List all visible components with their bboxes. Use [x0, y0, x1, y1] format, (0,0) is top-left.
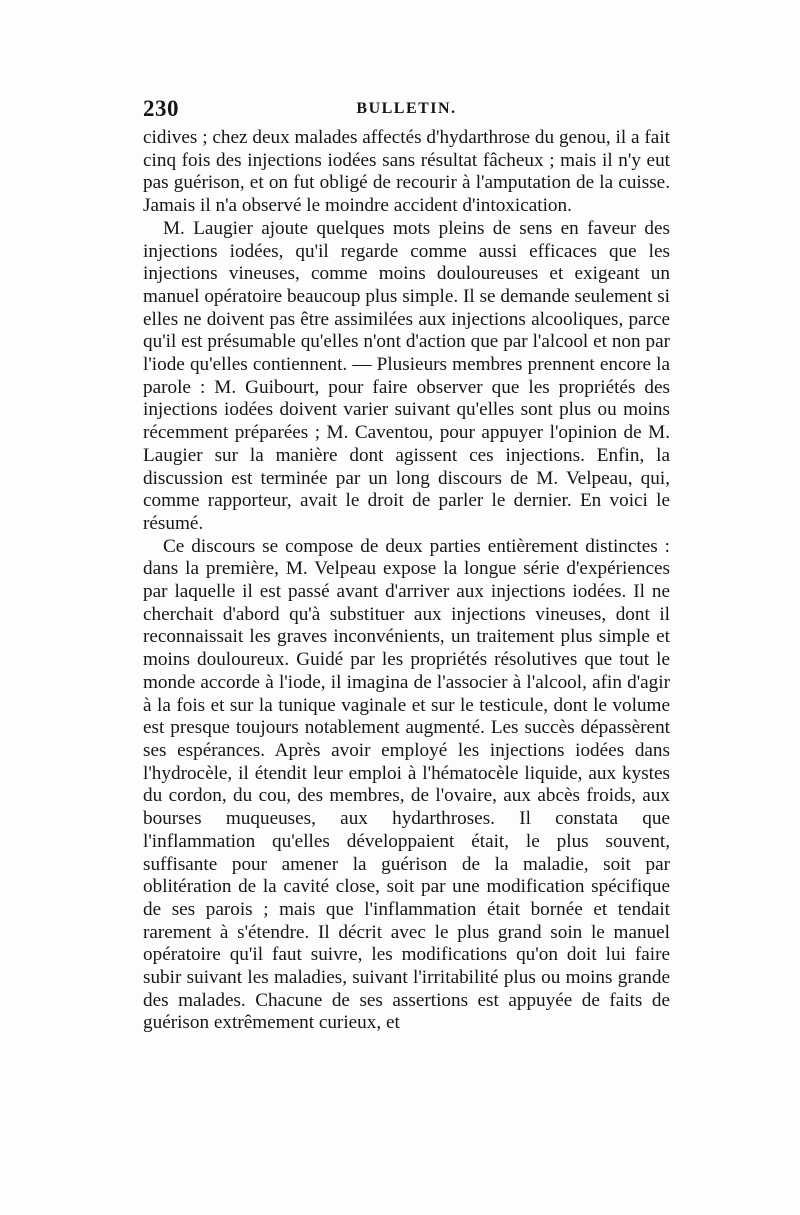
body-text	[143, 127, 670, 1035]
paragraph-continuation: cidives ; chez deux malades affectés d'hydarthrose du genou, il a fait cinq fois des injections iodées sans résultat fâcheux ; mais il n'y eut pas guérison, et on fut obligé de recourir à l'amputation de la cuisse. Jamais il n'a observé le moindre accident d'intoxication.	[143, 127, 670, 217]
running-head: BULLETIN.	[356, 100, 457, 117]
page-header	[143, 96, 670, 122]
paragraph-velpeau: Ce discours se compose de deux parties entièrement distinctes : dans la première, M. Velpeau expose la longue série d'expériences par laquelle il est passé avant d'arriver aux injections iodées. Il ne cherchait d'abord qu'à substituer aux injections vineuses, dont il reconnaissait les graves inconvénients, un traitement plus simple et moins douloureux. Guidé par les propriétés résolutives que tout le monde accorde à l'iode, il imagina de l'associer à l'alcool, afin d'agir à la fois et sur la tunique vaginale et sur le testicule, dont le volume est presque toujours notablement augmenté. Les succès dépassèrent ses espérances. Après avoir employé les injections iodées dans l'hydrocèle, il étendit leur emploi à l'hématocèle liquide, aux kystes du cordon, du cou, des membres, de l'ovaire, aux abcès froids, aux bourses muqueuses, aux hydarthroses. Il constata que l'inflammation qu'elles développaient était, le plus souvent, suffisante pour amener la guérison de la maladie, soit par oblitération de la cavité close, soit par une modification spécifique de ses parois ; mais que l'inflammation était bornée et tendait rarement à s'étendre. Il décrit avec le plus grand soin le manuel opératoire qu'il faut suivre, les modifications qu'on doit lui faire subir suivant les maladies, suivant l'irritabilité plus ou moins grande des malades. Chacune de ses assertions est appuyée de faits de guérison extrêmement curieux, et	[143, 535, 670, 1034]
paragraph-laugier: M. Laugier ajoute quelques mots pleins de sens en faveur des injections iodées, qu'il regarde comme aussi efficaces que les injections vineuses, comme moins douloureuses et exigeant un manuel opératoire beaucoup plus simple. Il se demande seulement si elles ne doivent pas être assimilées aux injections alcooliques, parce qu'il est présumable qu'elles n'ont d'action que par l'alcool et non par l'iode qu'elles contiennent. — Plusieurs membres prennent encore la parole : M. Guibourt, pour faire observer que les propriétés des injections iodées doivent varier suivant qu'elles sont plus ou moins récemment préparées ; M. Caventou, pour appuyer l'opinion de M. Laugier sur la manière dont agissent ces injections. Enfin, la discussion est terminée par un long discours de M. Velpeau, qui, comme rapporteur, avait le droit de parler le dernier. En voici le résumé.	[143, 217, 670, 534]
page-number: 230	[143, 96, 179, 121]
